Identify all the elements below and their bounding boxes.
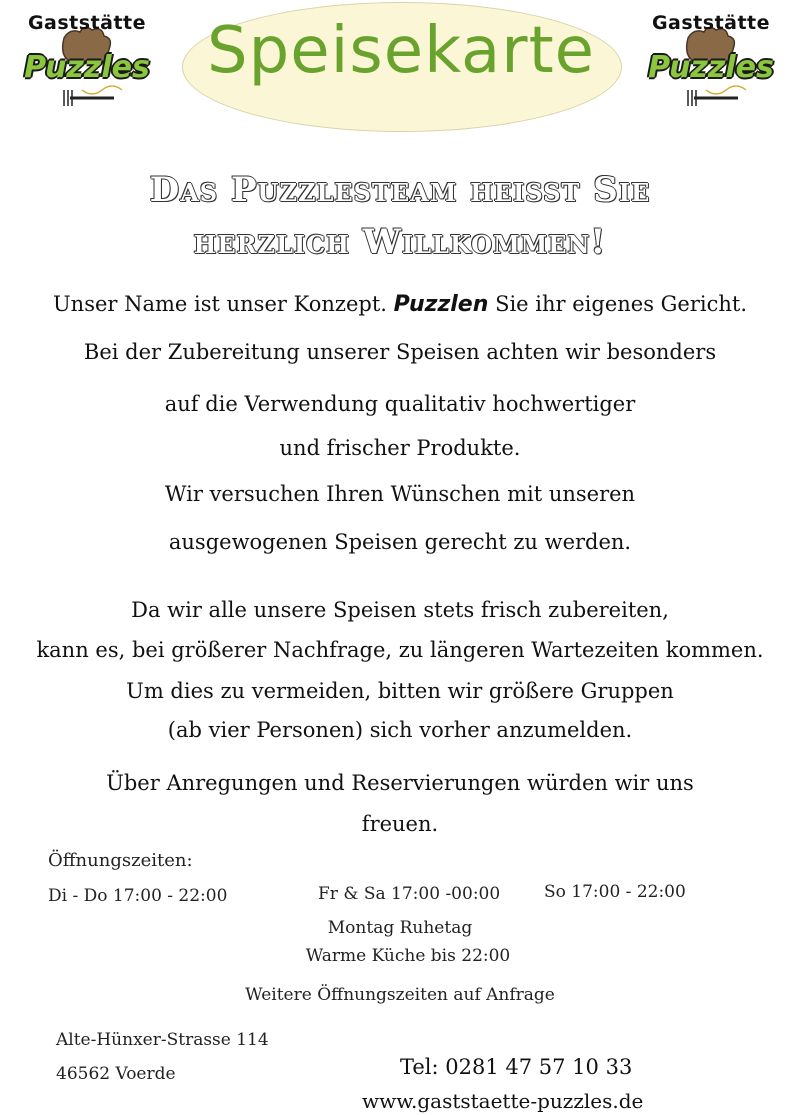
intro-highlight: Puzzlen — [393, 292, 489, 317]
intro-line-6: ausgewogenen Speisen gerecht zu werden. — [168, 530, 632, 554]
logo-top-text: Gaststätte — [651, 12, 771, 34]
logo-top-text: Gaststätte — [27, 12, 147, 34]
welcome-line-1: Das Puzzlesteam heisst Sie — [149, 170, 651, 210]
page-title: Speisekarte — [206, 14, 596, 88]
feedback-line-2: freuen. — [361, 812, 439, 836]
intro-line-1 — [0, 294, 800, 316]
contact-tel: Tel: 0281 47 57 10 33 — [400, 1055, 633, 1079]
intro-line-2: Bei der Zubereitung unserer Speisen achten wir besonders — [83, 340, 717, 364]
hours-heading: Öffnungszeiten: — [48, 850, 193, 871]
intro-line-5: Wir versuchen Ihren Wünschen mit unseren — [164, 482, 636, 506]
notice-line-1: Da wir alle unsere Speisen stets frisch zubereiten, — [131, 598, 669, 622]
logo-main-text: Puzzles — [24, 50, 150, 85]
notice-line-3: Um dies zu vermeiden, bitten wir größere Gruppen — [126, 679, 674, 703]
contact-website-link[interactable]: www.gaststaette-puzzles.de — [362, 1089, 644, 1113]
hours-montag: Montag Ruhetag — [327, 918, 473, 938]
hours-di-do: Di - Do 17:00 - 22:00 — [48, 886, 228, 906]
hours-so: So 17:00 - 22:00 — [544, 882, 686, 902]
hours-weitere: Weitere Öffnungszeiten auf Anfrage — [245, 985, 555, 1005]
feedback-line-1: Über Anregungen und Reservierungen würden wir uns — [106, 771, 694, 795]
welcome-line-2: herzlich Willkommen! — [193, 222, 607, 262]
address-city: 46562 Voerde — [56, 1064, 176, 1084]
notice-line-2: kann es, bei größerer Nachfrage, zu längeren Wartezeiten kommen. — [36, 638, 764, 662]
notice-line-4: (ab vier Personen) sich vorher anzumelden. — [167, 718, 633, 742]
intro-before: Unser Name ist unser Konzept. — [52, 292, 387, 316]
intro-line-3: auf die Verwendung qualitativ hochwertiger — [164, 392, 636, 416]
logo-right — [626, 6, 796, 116]
hours-kueche: Warme Küche bis 22:00 — [305, 946, 511, 966]
hours-fr-sa: Fr & Sa 17:00 -00:00 — [318, 884, 501, 904]
logo-main-text: Puzzles — [648, 50, 774, 85]
logo-left — [2, 6, 172, 116]
intro-after: Sie ihr eigenes Gericht. — [495, 292, 748, 316]
intro-line-4: und frischer Produkte. — [279, 436, 521, 460]
address-street: Alte-Hünxer-Strasse 114 — [56, 1030, 269, 1050]
